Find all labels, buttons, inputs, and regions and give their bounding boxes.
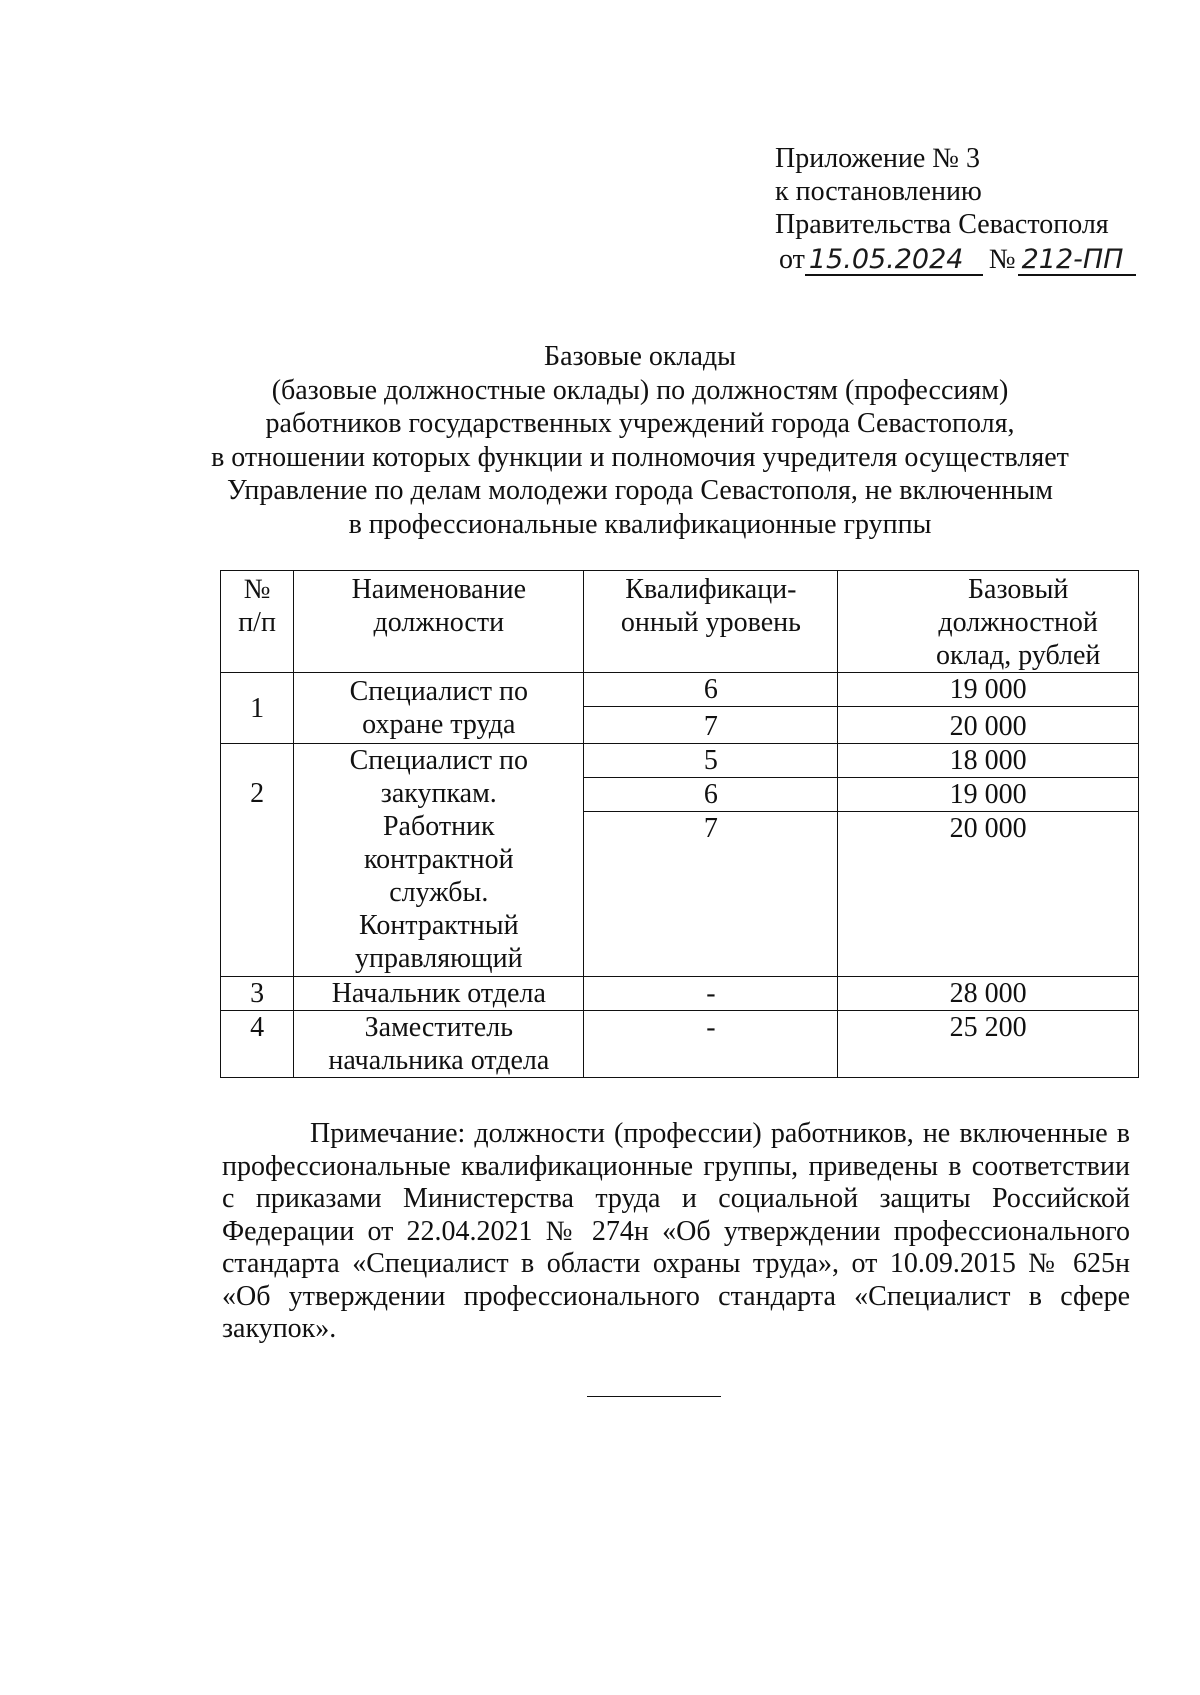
row2-level-3: 7 bbox=[584, 812, 838, 977]
header-name: Наименование должности bbox=[294, 571, 584, 673]
closing-rule bbox=[587, 1396, 721, 1397]
row3-salary: 28 000 bbox=[838, 977, 1139, 1011]
note-text: Примечание: должности (профессии) работников, не включенные в профессиональные квалификационные группы, приведены в соответствии с приказами Министерства труда и социальной защиты Российской Федерации от 22.04.2021 № 274н «Об утверждении профессионального стандарта «Специалист в области охраны труда», от 10.09.2015 № 625н «Об утверждении профессионального стандарта «Специалист в сфере закупок». bbox=[222, 1118, 1130, 1344]
title-line-4: в отношении которых функции и полномочия учредителя осуществляет bbox=[211, 441, 1069, 473]
row2-salary-3: 20 000 bbox=[838, 812, 1139, 977]
row4-name: Заместитель начальника отдела bbox=[294, 1011, 584, 1078]
row1-num: 1 bbox=[221, 673, 294, 744]
row2-name-line: контрактной bbox=[363, 844, 514, 875]
title-line-2: (базовые должностные оклады) по должностям (профессиям) bbox=[271, 374, 1009, 406]
row1-level-2: 7 bbox=[584, 707, 838, 744]
row2-name-line: Контрактный bbox=[359, 910, 519, 941]
row4-level: - bbox=[584, 1011, 838, 1078]
row4-salary: 25 200 bbox=[838, 1011, 1139, 1078]
header-num: № п/п bbox=[221, 571, 294, 673]
title-line-3: работников государственных учреждений города Севастополя, bbox=[265, 408, 1015, 439]
row2-name-line: Работник bbox=[382, 811, 495, 842]
table-row bbox=[221, 673, 1139, 707]
row4-num: 4 bbox=[221, 1011, 294, 1078]
number-label: № bbox=[988, 244, 1016, 275]
title-line-1: Базовые оклады bbox=[544, 341, 736, 372]
header-level: Квалификаци-онный уровень bbox=[584, 571, 838, 673]
row2-name-line: управляющий bbox=[355, 943, 523, 974]
row2-name bbox=[294, 744, 584, 977]
row3-name: Начальник отдела bbox=[294, 977, 584, 1011]
note-block bbox=[222, 1118, 1130, 1346]
row3-num: 3 bbox=[221, 977, 294, 1011]
table-row bbox=[221, 977, 1139, 1011]
title-line-6: в профессиональные квалификационные группы bbox=[348, 508, 932, 540]
appendix-number: Приложение № 3 bbox=[775, 143, 980, 174]
row1-salary-1: 19 000 bbox=[838, 673, 1139, 707]
row2-salary-1: 18 000 bbox=[838, 744, 1139, 778]
table-row bbox=[221, 744, 1139, 778]
row2-name-line: службы. bbox=[389, 877, 489, 908]
appendix-block bbox=[775, 142, 1136, 276]
handwritten-number: 212-ПП bbox=[1018, 246, 1136, 276]
row2-level-2: 6 bbox=[584, 778, 838, 812]
row2-num: 2 bbox=[221, 744, 294, 977]
table-row bbox=[221, 1011, 1139, 1078]
appendix-date-number-line bbox=[775, 243, 1136, 276]
header-salary: Базовый должностной оклад, рублей bbox=[838, 571, 1139, 673]
appendix-issuer: Правительства Севастополя bbox=[775, 209, 1109, 240]
document-title bbox=[150, 340, 1130, 541]
handwritten-date: 15.05.2024 bbox=[805, 246, 983, 276]
row2-level-1: 5 bbox=[584, 744, 838, 778]
row3-level: - bbox=[584, 977, 838, 1011]
row1-level-1: 6 bbox=[584, 673, 838, 707]
row1-name: Специалист по охране труда bbox=[294, 673, 584, 744]
salary-table bbox=[220, 570, 1139, 1078]
row1-salary-2: 20 000 bbox=[838, 707, 1139, 744]
row2-name-line: закупкам. bbox=[380, 778, 497, 809]
row2-name-line: Специалист по bbox=[349, 745, 528, 776]
table-header-row bbox=[221, 571, 1139, 673]
from-label: от bbox=[779, 244, 805, 275]
row2-salary-2: 19 000 bbox=[838, 778, 1139, 812]
appendix-ref: к постановлению bbox=[775, 176, 982, 207]
title-line-5: Управление по делам молодежи города Севастополя, не включенным bbox=[227, 475, 1053, 506]
